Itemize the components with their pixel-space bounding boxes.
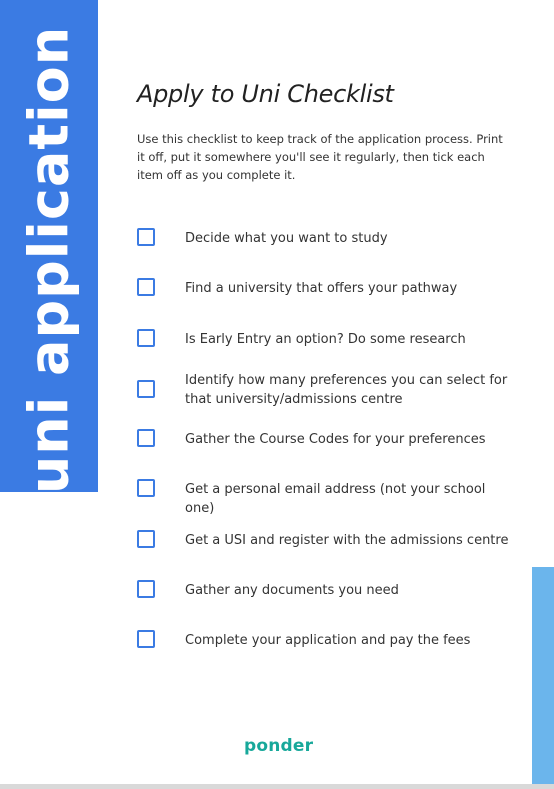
checklist-item [137, 320, 517, 370]
checklist-item [137, 420, 517, 470]
checkbox[interactable] [137, 278, 155, 296]
page-title: Apply to Uni Checklist [137, 80, 394, 108]
checklist-item-label: Complete your application and pay the fees [185, 633, 471, 649]
checklist [137, 219, 517, 672]
checkbox[interactable] [137, 329, 155, 347]
checkbox[interactable] [137, 479, 155, 497]
intro-text: Use this checklist to keep track of the application process. Print it off, put it somewhere you'll see it regularly, then tick each item off as you complete it. [137, 132, 503, 182]
side-banner [0, 0, 98, 495]
checklist-item [137, 621, 517, 671]
checklist-item [137, 269, 517, 319]
checklist-item-label: Gather any documents you need [185, 583, 399, 599]
checklist-item [137, 521, 517, 571]
accent-band [532, 567, 554, 784]
checkbox[interactable] [137, 429, 155, 447]
checklist-item-label: Gather the Course Codes for your preferences [185, 432, 486, 448]
checklist-item-label: Get a USI and register with the admissions centre [185, 532, 509, 548]
checkbox[interactable] [137, 580, 155, 598]
brand-logo: ponder [244, 736, 314, 756]
checkbox[interactable] [137, 380, 155, 398]
side-banner-text: uni application [17, 25, 81, 495]
checklist-item [137, 219, 517, 269]
checklist-item-label: Get a personal email address (not your school one) [185, 482, 486, 517]
checkbox[interactable] [137, 630, 155, 648]
checklist-item-label: Decide what you want to study [185, 231, 388, 246]
checklist-item [137, 571, 517, 621]
checklist-item-label: Find a university that offers your pathway [185, 281, 458, 297]
checklist-item [137, 370, 517, 420]
checklist-item [137, 470, 517, 520]
page-edge-divider [0, 784, 554, 789]
checklist-item-label: Is Early Entry an option? Do some research [185, 331, 466, 347]
checkbox[interactable] [137, 228, 155, 246]
checklist-item-label: Identify how many preferences you can select for that university/admissions centre [185, 372, 508, 407]
checkbox[interactable] [137, 530, 155, 548]
